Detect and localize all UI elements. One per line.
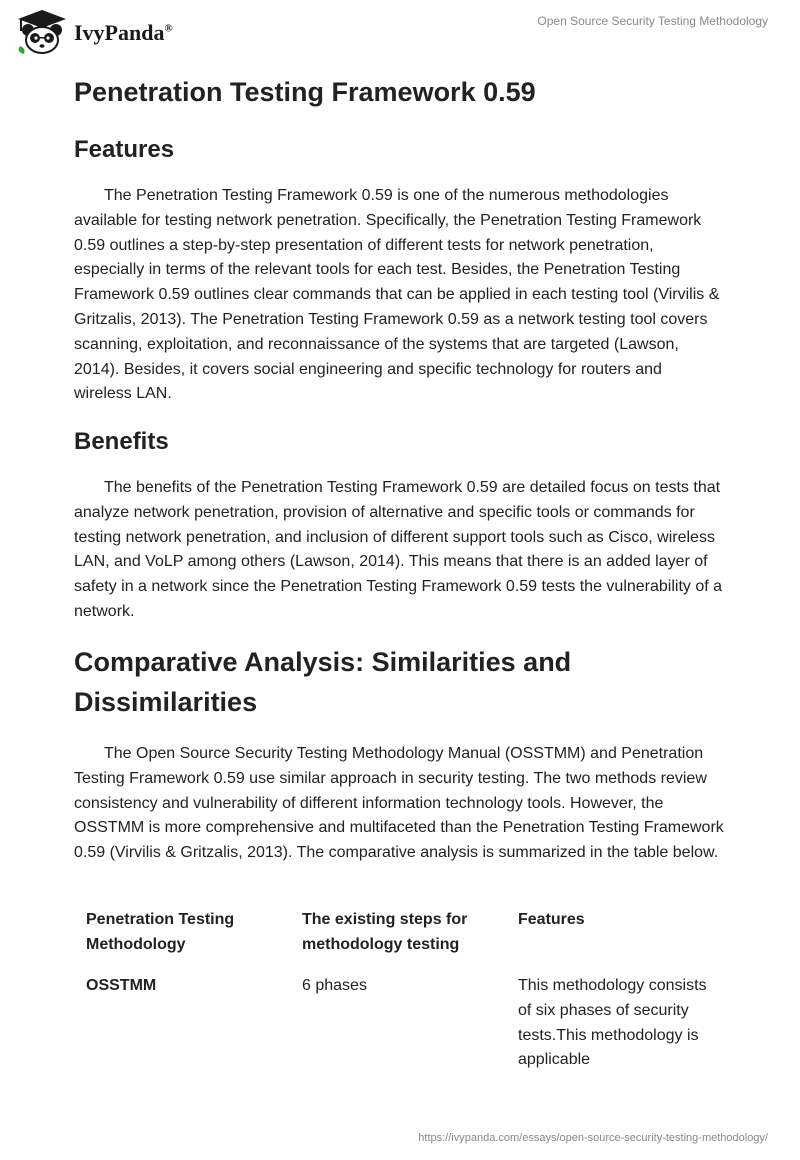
table-header-row bbox=[74, 908, 724, 974]
features-heading: Features bbox=[74, 136, 175, 163]
table-cell: OSSTMM bbox=[86, 977, 157, 994]
comparison-table bbox=[74, 908, 724, 1073]
source-url[interactable]: https://ivypanda.com/essays/open-source-security-testing-methodology/ bbox=[418, 1132, 768, 1144]
page-header bbox=[0, 0, 800, 60]
benefits-paragraph: The benefits of the Penetration Testing Framework 0.59 are detailed focus on tests that analyze network penetration, provision of alternative and specific tools or commands for testing network penetration, and inclusion of different support tools such as Cisco, wireless LAN, and VoLP among others (Lawson, 2014). This means that there is an added layer of safety in a network since the Penetration Testing Framework 0.59 tests the vulnerability of a network. bbox=[74, 479, 723, 620]
page-title: Penetration Testing Framework 0.59 bbox=[74, 77, 536, 107]
comparative-paragraph: The Open Source Security Testing Methodology Manual (OSSTMM) and Penetration Testing Framework 0.59 use similar approach in security testing. The two methods review consistency and vulnerability of different information technology tools. However, the OSSTMM is more comprehensive and multifaceted than the Penetration Testing Framework 0.59 (Virvilis & Gritzalis, 2013). The comparative analysis is summarized in the table below. bbox=[74, 745, 724, 862]
table-cell: This methodology consists of six phases of security tests.This methodology is applicable bbox=[518, 977, 707, 1069]
table-cell: 6 phases bbox=[302, 977, 367, 994]
benefits-heading: Benefits bbox=[74, 428, 169, 455]
logo[interactable] bbox=[14, 6, 173, 56]
panda-logo-icon bbox=[14, 6, 70, 56]
document-title: Open Source Security Testing Methodology bbox=[537, 14, 768, 28]
table-row bbox=[74, 974, 724, 1073]
comparative-heading: Comparative Analysis: Similarities and Dissimilarities bbox=[74, 647, 572, 717]
table-header-cell: Penetration Testing Methodology bbox=[86, 911, 235, 953]
table-header-cell: The existing steps for methodology testing bbox=[302, 911, 468, 953]
logo-text: IvyPanda® bbox=[74, 20, 173, 45]
table-header-cell: Features bbox=[518, 911, 585, 928]
features-paragraph: The Penetration Testing Framework 0.59 is one of the numerous methodologies available for testing network penetration. Specifically, the Penetration Testing Framework 0.59 outlines a step-by-step presentation of different tests for network penetration, especially in terms of the relevant tools for each test. Besides, the Penetration Testing Framework 0.59 outlines clear commands that can be applied in each testing tool (Virvilis & Gritzalis, 2013). The Penetration Testing Framework 0.59 as a network testing tool covers scanning, exploitation, and reconnaissance of the systems that are targeted (Lawson, 2014). Besides, it covers social engineering and specific technology for routers and wireless LAN. bbox=[74, 187, 720, 403]
